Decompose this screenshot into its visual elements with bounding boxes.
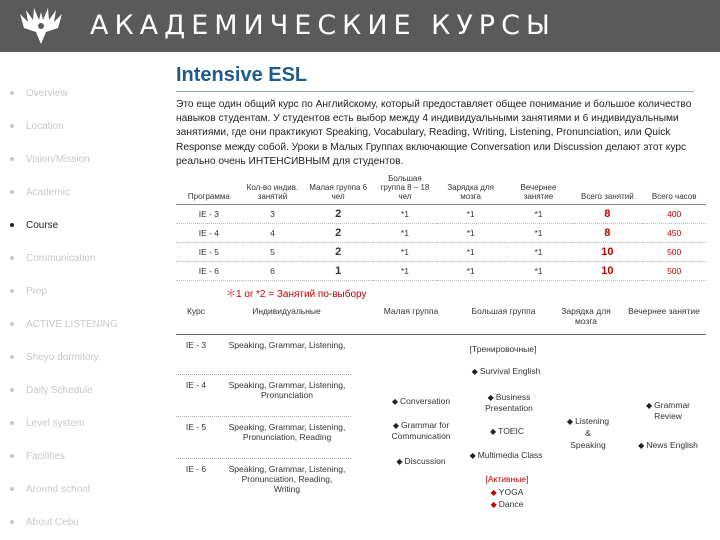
col-header: Малая группа	[383, 306, 439, 316]
course-individual: Speaking, Grammar, Listening, Pronunciation	[228, 380, 346, 400]
table-cell: 500	[642, 243, 706, 262]
table-cell: 5	[242, 243, 303, 262]
brain-item: &	[585, 428, 591, 438]
table-cell: 6	[242, 262, 303, 281]
diamond-bullet-icon: ◆	[490, 500, 497, 509]
table-cell: *1	[437, 243, 505, 262]
table-row	[176, 224, 706, 243]
table-cell: *1	[437, 262, 505, 281]
sidebar-item-about-cebu[interactable]	[10, 514, 79, 530]
bullet-icon	[10, 355, 14, 359]
diamond-bullet-icon: ◆	[487, 393, 494, 402]
bullet-icon	[10, 289, 14, 293]
table-cell: IE - 6	[176, 262, 242, 281]
schedule-table-header	[176, 174, 706, 205]
table-cell: IE - 4	[176, 224, 242, 243]
table-cell: *1	[373, 262, 437, 281]
large-group-item: ◆ Dance	[490, 499, 524, 509]
col-header: Малая группа 6 чел	[309, 183, 368, 201]
bullet-icon	[10, 487, 14, 491]
sidebar-item-label: About Cebu	[26, 516, 79, 528]
table-cell: 1	[303, 262, 373, 281]
table-cell: *1	[373, 243, 437, 262]
table-cell: 500	[642, 262, 706, 281]
title-divider	[176, 91, 694, 92]
small-group-item: ◆ Discussion	[396, 456, 446, 466]
table-cell: 8	[572, 205, 642, 224]
diamond-bullet-icon: ◆	[469, 451, 476, 460]
table-cell: 10	[572, 262, 642, 281]
small-group-item: ◆ Conversation	[391, 396, 451, 406]
col-header: Всего занятий	[581, 192, 634, 201]
diamond-bullet-icon: ◆	[638, 441, 645, 450]
eagle-logo-icon[interactable]	[18, 6, 64, 46]
sidebar-item-level-system[interactable]	[10, 415, 84, 431]
row-divider	[176, 416, 351, 417]
evening-item: ◆ Grammar Review	[645, 400, 691, 421]
sidebar-item-daily-schedule[interactable]	[10, 382, 93, 398]
diamond-bullet-icon: ◆	[391, 397, 399, 406]
training-label: [Тренировочные]	[469, 344, 537, 354]
table-cell: 2	[303, 205, 373, 224]
bullet-icon	[10, 421, 14, 425]
sidebar-item-label: Academic	[26, 186, 70, 198]
sidebar-item-label: Facilities	[26, 450, 65, 462]
col-header: Зарядка для мозга	[561, 306, 611, 326]
sidebar-item-label: Level system	[26, 417, 85, 429]
col-header: Большая группа 8 – 18 чел	[380, 174, 430, 201]
table-cell: 10	[572, 243, 642, 262]
sidebar-nav	[0, 60, 170, 540]
bullet-icon	[10, 157, 14, 161]
brain-item: ◆ Listening	[566, 416, 610, 426]
table-cell: *1	[505, 262, 573, 281]
schedule-table	[176, 174, 706, 281]
col-header: Кол-во индив. занятий	[246, 183, 299, 201]
sidebar-item-dormitory[interactable]	[10, 349, 99, 365]
diamond-bullet-icon: ◆	[490, 427, 497, 436]
large-group-item: ◆ TOEIC	[490, 426, 524, 436]
sidebar-item-label: Vision/Mission	[26, 153, 90, 165]
course-name: IE - 5	[185, 422, 207, 432]
brain-item: Speaking	[570, 440, 606, 450]
small-group-item: ◆ Grammar for Communication	[391, 420, 451, 441]
sidebar-item-prep[interactable]	[10, 283, 47, 299]
table-cell: *1	[505, 243, 573, 262]
course-name: IE - 4	[185, 380, 207, 390]
col-header: Всего часов	[651, 192, 697, 201]
diamond-bullet-icon: ◆	[490, 488, 497, 497]
row-divider	[176, 458, 351, 459]
sidebar-item-facilities[interactable]	[10, 448, 65, 464]
intro-paragraph: Это еще один общий курс по Английскому, который предоставляет общее понимание и большое количество навыков студентам. У студентов есть выбор между 4 индивидуальными занятиями и 6 индивидуальными занятиями, где они практикуют Speaking, Vocabulary, Reading, Writing, Listening, Pronunciation, или Quick Response между собой. Уроки в Малых Группах включающие Conversation или Discussion делают этот курс реально очень ИНТЕНСИВНЫМ для студентов.	[176, 99, 692, 167]
large-group-item: ◆ Survival English	[471, 366, 541, 376]
table-cell: 2	[303, 243, 373, 262]
col-header: Вечернее занятие	[520, 183, 557, 201]
diamond-bullet-icon: ◆	[396, 457, 403, 466]
diamond-bullet-icon: ◆	[471, 367, 478, 376]
bullet-icon	[10, 322, 14, 326]
large-group-item: ◆ Multimedia Class	[469, 450, 543, 460]
table-cell: IE - 5	[176, 243, 242, 262]
bullet-icon	[10, 256, 14, 260]
table-cell: *1	[505, 205, 573, 224]
large-group-item: ◆ YOGA	[490, 487, 524, 497]
large-group-item: ◆ Business Presentation	[485, 392, 533, 413]
page-title: Intensive ESL	[176, 64, 308, 86]
col-header: Большая группа	[471, 306, 536, 316]
diamond-bullet-icon: ◆	[645, 401, 653, 410]
sidebar-item-around-school[interactable]	[10, 481, 90, 497]
sidebar-item-label: Overview	[26, 87, 68, 99]
sidebar-item-communication[interactable]	[10, 250, 95, 266]
bullet-icon	[10, 388, 14, 392]
course-individual: Speaking, Grammar, Listening, Pronunciation, Reading	[228, 422, 346, 442]
sidebar-item-location[interactable]	[10, 118, 64, 134]
sidebar-item-label: ACTIVE LISTENING	[26, 318, 118, 330]
bullet-icon	[10, 520, 14, 524]
table-cell: 450	[642, 224, 706, 243]
table-cell: *1	[373, 205, 437, 224]
table-row	[176, 243, 706, 262]
table-row	[176, 262, 706, 281]
table-cell: IE - 3	[176, 205, 242, 224]
table-cell: *1	[373, 224, 437, 243]
sidebar-item-active-listening[interactable]	[10, 316, 118, 332]
bullet-icon	[10, 223, 14, 227]
sidebar-item-label: Prep	[26, 285, 48, 297]
sidebar-item-label: Course	[26, 219, 59, 231]
col-header: Индивидуальные	[252, 306, 321, 316]
diamond-bullet-icon: ◆	[392, 421, 399, 430]
table-cell: 400	[642, 205, 706, 224]
table-cell: *1	[437, 224, 505, 243]
col-header: Зарядка для мозга	[447, 183, 494, 201]
sidebar-item-label: Daily Schedule	[26, 384, 93, 396]
sidebar-item-label: Around school	[26, 483, 90, 495]
sidebar-item-overview[interactable]	[10, 85, 68, 101]
page-header-title: АКАДЕМИЧЕСКИЕ КУРСЫ	[90, 10, 556, 41]
course-individual: Speaking, Grammar, Listening,	[228, 340, 346, 350]
sidebar-item-vision[interactable]	[10, 151, 90, 167]
row-divider	[176, 374, 351, 375]
col-header: Программа	[187, 192, 230, 201]
table-cell: *1	[437, 205, 505, 224]
sidebar-item-label: Sheyo dormitory	[26, 351, 99, 363]
header-divider	[176, 334, 706, 335]
evening-item: ◆ News English	[638, 440, 698, 450]
sidebar-item-label: Communication	[26, 252, 96, 264]
bullet-icon	[10, 454, 14, 458]
course-name: IE - 3	[185, 340, 207, 350]
col-header: Курс	[186, 306, 206, 316]
active-label: [Активные]	[485, 474, 529, 484]
table-cell: 4	[242, 224, 303, 243]
course-individual: Speaking, Grammar, Listening, Pronunciation, Reading, Writing	[228, 464, 346, 494]
sidebar-item-academic[interactable]	[10, 184, 70, 200]
sidebar-item-course[interactable]	[10, 217, 58, 233]
header-bar	[0, 0, 720, 52]
table-row	[176, 205, 706, 224]
bullet-icon	[10, 91, 14, 95]
table-footnote: ＊1 or *2 = Занятий по-выбору	[226, 289, 367, 300]
table-cell: 3	[242, 205, 303, 224]
table-cell: 8	[572, 224, 642, 243]
sidebar-item-label: Location	[26, 120, 64, 132]
course-name: IE - 6	[185, 464, 207, 474]
col-header: Вечернее занятие	[628, 306, 700, 316]
diamond-bullet-icon: ◆	[566, 417, 574, 426]
table-cell: *1	[505, 224, 573, 243]
bullet-icon	[10, 190, 14, 194]
table-cell: 2	[303, 224, 373, 243]
bullet-icon	[10, 124, 14, 128]
